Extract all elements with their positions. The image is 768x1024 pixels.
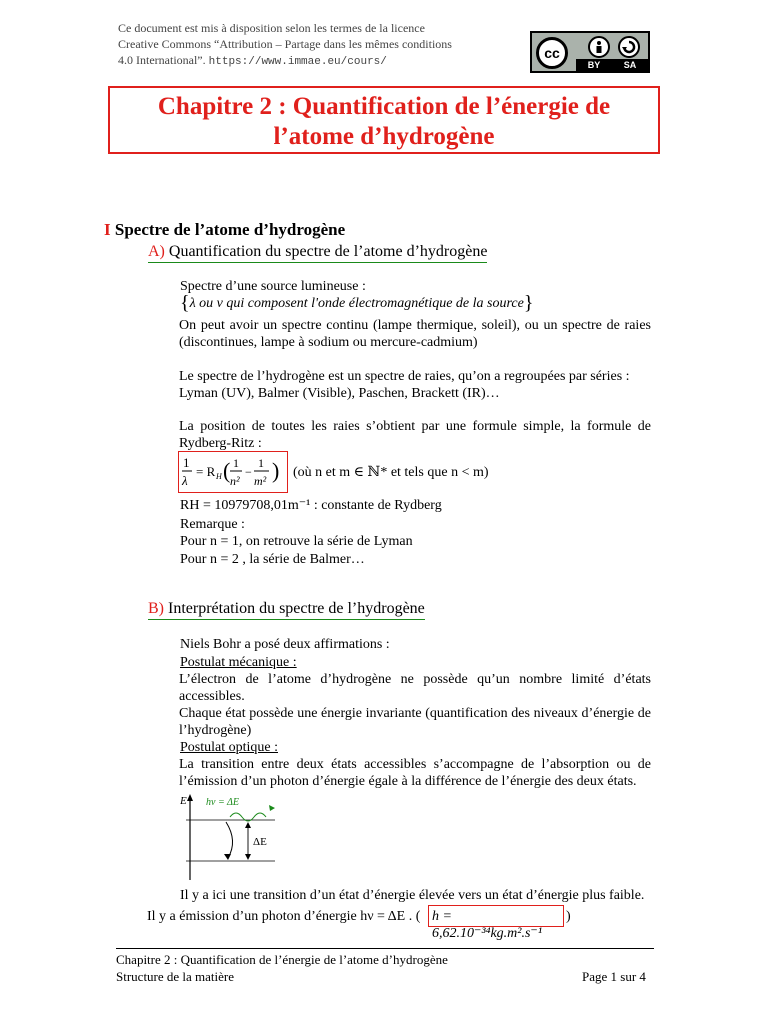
planck-constant: h = 6,62.10⁻³⁴kg.m².s⁻¹ bbox=[432, 909, 543, 941]
delta-e-label: ΔE bbox=[253, 836, 267, 848]
cc-by-sa-badge[interactable] bbox=[530, 31, 650, 73]
license-url[interactable]: https://www.immae.eu/cours/ bbox=[208, 56, 387, 68]
sa-share-icon bbox=[618, 36, 640, 58]
chapter-title-box bbox=[108, 86, 660, 154]
license-line-2: Creative Commons “Attribution – Partage dans les mêmes conditions bbox=[118, 37, 452, 51]
svg-text:1: 1 bbox=[233, 456, 239, 470]
svg-text:λ: λ bbox=[182, 473, 188, 488]
paragraph-series: Le spectre de l’hydrogène est un spectre de raies, qu’on a regroupées par séries : Lyman (UV), Balmer (Visible), Paschen, Brackett (IR)… bbox=[179, 369, 630, 401]
license-notice bbox=[118, 20, 490, 70]
sa-label: SA bbox=[623, 60, 637, 70]
by-person-icon bbox=[588, 36, 610, 58]
svg-text:m²: m² bbox=[254, 474, 267, 488]
postulat-optique-label: Postulat optique : bbox=[180, 740, 278, 755]
svg-text:1: 1 bbox=[258, 456, 264, 470]
planck-constant-box bbox=[428, 905, 564, 941]
cc-icon: cc bbox=[536, 37, 568, 69]
energy-axis-label: E bbox=[180, 795, 187, 807]
paragraph-spectre-continu: On peut avoir un spectre continu (lampe thermique, soleil), ou un spectre de raies (discontinues, lampe à sodium ou mercure-cadmium) bbox=[179, 318, 651, 350]
paragraph-bohr: Niels Bohr a posé deux affirmations : bbox=[180, 637, 390, 652]
svg-text:(: ( bbox=[223, 458, 231, 483]
paragraph-energie-invariante: Chaque état possède une énergie invariante (quantification des niveaux d’énergie de l’hydrogène) bbox=[179, 706, 651, 738]
by-sa-strip bbox=[576, 59, 648, 71]
pour-n1: Pour n = 1, on retrouve la série de Lyman bbox=[180, 534, 413, 549]
paragraph-rydberg-ritz: La position de toutes les raies s’obtient par une formule simple, la formule de Rydberg-Ritz : bbox=[179, 419, 651, 451]
formula-condition: (où n et m ∈ ℕ* et tels que n < m) bbox=[293, 465, 489, 480]
subsection-title: Interprétation du spectre de l’hydrogène bbox=[164, 600, 425, 617]
paragraph-spectre: Spectre d’une source lumineuse : bbox=[180, 279, 366, 294]
subsection-letter: B) bbox=[148, 600, 164, 617]
by-label: BY bbox=[587, 60, 601, 70]
energy-level-diagram bbox=[180, 792, 290, 889]
svg-text:H: H bbox=[216, 472, 222, 481]
chapter-title-line-1: Chapitre 2 : Quantification de l’énergie de bbox=[157, 93, 611, 120]
paragraph-transition-explanation: Il y a ici une transition d’un état d’énergie élevée vers un état d’énergie plus faible. bbox=[180, 888, 645, 903]
section-title: Spectre de l’atome d’hydrogène bbox=[110, 220, 346, 239]
license-line-1: Ce document est mis à disposition selon les termes de la licence bbox=[118, 21, 425, 35]
paragraph-etats-accessibles: L’électron de l’atome d’hydrogène ne possède qu’un nombre limité d’états accessibles. bbox=[179, 672, 651, 704]
spectre-set: {λ ou ν qui composent l'onde électromagnétique de la source} bbox=[180, 292, 534, 314]
footer-divider bbox=[116, 948, 654, 949]
section-number: I bbox=[104, 220, 111, 239]
svg-text:): ) bbox=[272, 458, 280, 483]
svg-text:1: 1 bbox=[183, 455, 190, 470]
paragraph-transition: La transition entre deux états accessibles s’accompagne de l’absorption ou de l’émission d’un photon d’énergie égale à la différence de l’énergie des deux états. bbox=[179, 757, 651, 789]
spectre-set-text: λ ou ν qui composent l'onde électromagnétique de la source bbox=[189, 296, 524, 311]
footer-page-number: Page 1 sur 4 bbox=[582, 969, 646, 984]
subsection-a-heading bbox=[148, 243, 487, 263]
subsection-letter: A) bbox=[148, 243, 165, 260]
paragraph-emission-end: ) bbox=[566, 909, 571, 924]
chapter-title-line-2: l’atome d’hydrogène bbox=[273, 123, 495, 150]
svg-text:−: − bbox=[245, 465, 252, 479]
paragraph-emission: Il y a émission d’un photon d’énergie hν = ΔE . ( bbox=[147, 909, 421, 924]
postulat-mecanique-label: Postulat mécanique : bbox=[180, 655, 297, 670]
photon-label: hν = ΔE bbox=[206, 797, 239, 808]
subsection-title: Quantification du spectre de l’atome d’hydrogène bbox=[164, 243, 488, 260]
svg-text:= R: = R bbox=[196, 464, 216, 479]
rydberg-constant: RH = 10979708,01m⁻¹ : constante de Rydberg bbox=[180, 498, 442, 513]
footer-course: Structure de la matière bbox=[116, 969, 235, 984]
pour-n2: Pour n = 2 , la série de Balmer… bbox=[180, 552, 365, 567]
rydberg-ritz-formula bbox=[178, 451, 288, 493]
svg-text:n²: n² bbox=[230, 474, 240, 488]
section-1-heading bbox=[104, 220, 345, 240]
license-line-3: 4.0 International”. https://www.immae.eu/cours/ bbox=[118, 53, 387, 68]
remarque-label: Remarque : bbox=[180, 517, 245, 532]
subsection-b-heading bbox=[148, 600, 425, 620]
footer-chapter: Chapitre 2 : Quantification de l’énergie de l’atome d’hydrogène bbox=[116, 952, 448, 967]
